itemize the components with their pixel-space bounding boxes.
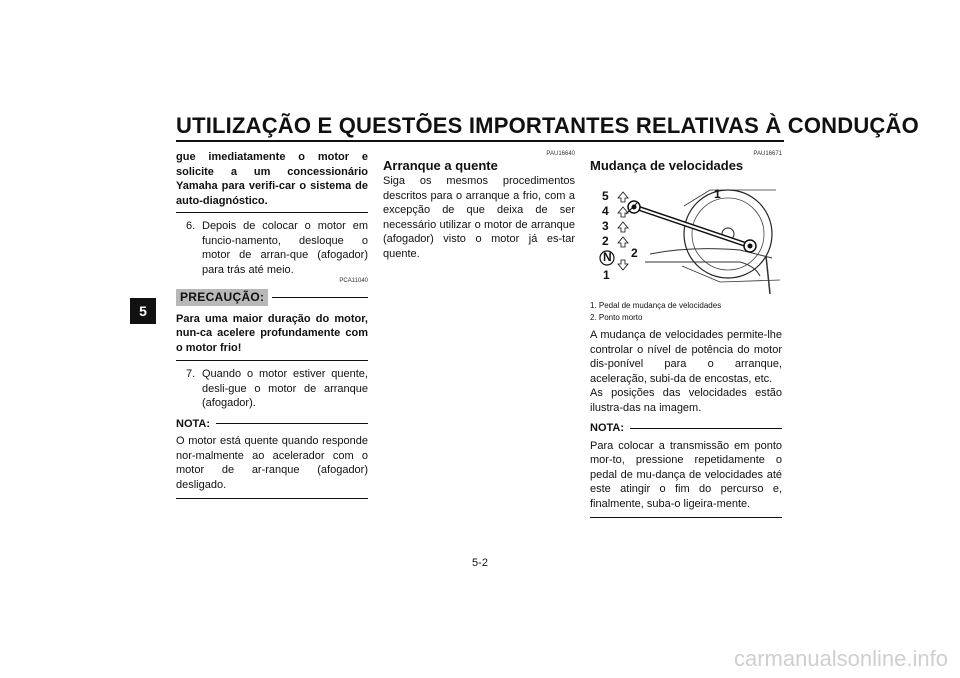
title-rule	[176, 140, 784, 142]
step-number: 6.	[186, 220, 196, 232]
column-left	[176, 150, 368, 499]
step-6	[186, 219, 368, 277]
intro-text: gue imediatamente o motor e solicite a um concessionário Yamaha para verifi-car o sistema de auto-diagnóstico.	[176, 151, 368, 207]
column-right	[590, 150, 782, 518]
chapter-tab: 5	[130, 298, 156, 324]
caution-header	[176, 289, 368, 306]
nota-label: NOTA:	[176, 417, 211, 430]
section-code: PAU16640	[546, 151, 575, 157]
caution-label: PRECAUÇÃO:	[176, 289, 268, 306]
engine-illustration	[590, 176, 782, 296]
nota-line	[630, 428, 782, 429]
page-number: 5-2	[472, 557, 488, 569]
gear-label-4: 4	[602, 204, 609, 218]
nota-text: Para colocar a transmissão em ponto mor-to, pressione repetidamente o pedal de mu-dança de velocidades até este atingir o fim do percurso e, finalmente, suba-o ligeira-mente.	[590, 439, 782, 510]
gear-label-2: 2	[602, 234, 609, 248]
figure-captions	[590, 300, 782, 324]
nota-header	[590, 421, 782, 436]
step-number: 7.	[186, 368, 196, 380]
callout-shift-pedal: 1	[714, 187, 721, 201]
caution-line	[272, 297, 368, 298]
paragraph-1: A mudança de velocidades permite-lhe controlar o nível de potência do motor dis-ponível para o arranque, aceleração, subi-da de encostas, etc.	[590, 329, 782, 385]
caption-2: 2. Ponto morto	[590, 313, 643, 322]
nota-header	[176, 417, 368, 432]
step-7	[186, 367, 368, 411]
step-text: Depois de colocar o motor em funcio-namento, desloque o motor de arran-que (afogador) para trás até meio.	[202, 220, 368, 276]
paragraph-2: As posições das velocidades estão ilustra-das na imagem.	[590, 387, 782, 414]
divider	[176, 212, 368, 213]
page-title: UTILIZAÇÃO E QUESTÕES IMPORTANTES RELATIVAS À CONDUÇÃO	[176, 113, 919, 138]
gear-shift-figure	[590, 176, 782, 296]
caption-1: 1. Pedal de mudança de velocidades	[590, 301, 722, 310]
divider	[590, 517, 782, 518]
nota-line	[216, 423, 368, 424]
divider	[176, 360, 368, 361]
nota-label: NOTA:	[590, 422, 625, 434]
caution-text: Para uma maior duração do motor, nun-ca acelere profundamente com o motor frio!	[176, 312, 368, 354]
gear-label-1: 1	[603, 268, 610, 282]
watermark: carmanualsonline.info	[733, 646, 948, 671]
nota-text: O motor está quente quando responde nor-malmente ao acelerador com o motor de ar-ranque (afogador) desligado.	[176, 435, 368, 491]
section-heading: Arranque a quente	[383, 158, 498, 173]
section-text: Siga os mesmos procedimentos descritos para o arranque a frio, com a excepção de que deixa de ser necessário utilizar o motor de arranque (afogador) visto o motor já es-tar quente.	[383, 175, 575, 260]
divider	[176, 498, 368, 499]
step-text: Quando o motor estiver quente, desli-gue o motor de arranque (afogador).	[202, 368, 368, 409]
gear-label-5: 5	[602, 189, 609, 203]
gear-label-3: 3	[602, 219, 609, 233]
column-middle	[383, 150, 575, 261]
gear-label-neutral: N	[603, 250, 612, 264]
caution-code: PCA11040	[339, 278, 368, 284]
callout-neutral: 2	[631, 246, 638, 260]
section-code: PAU16671	[753, 151, 782, 157]
section-heading: Mudança de velocidades	[590, 158, 744, 173]
